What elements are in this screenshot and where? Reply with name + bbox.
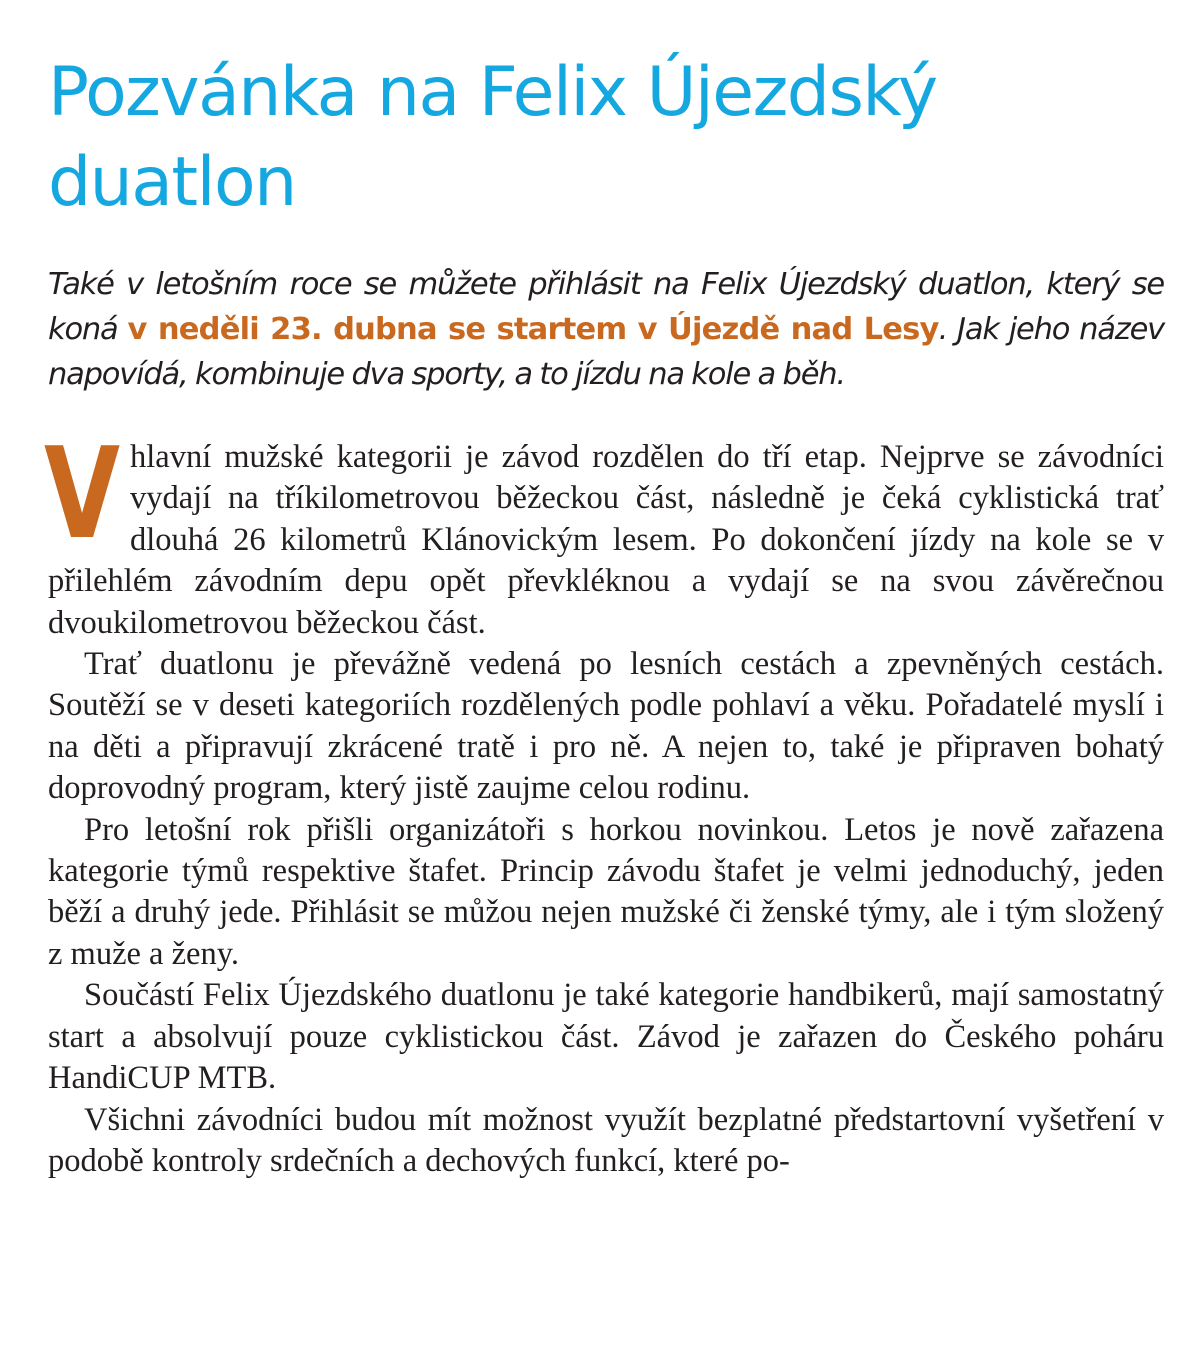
article-title bbox=[48, 48, 1164, 228]
body-paragraph-3: Pro letošní rok přišli organizátoři s horkou novinkou. Letos je nově zařazena kategorie týmů respektive štafet. Princip závodu štafet je velmi jednoduchý, jeden běží a druhý jede. Přihlásit se můžou nejen mužské či ženské týmy, ale i tým složený z muže a ženy. bbox=[48, 811, 1164, 972]
body-paragraph-1-text: hlavní mužské kategorii je závod rozdělen do tří etap. Nejprve se závodníci vydají na tříkilometrovou běžeckou část, následně je čeká cyklistická trať dlouhá 26 kilometrů Klánovickým lesem. Po dokončení jízdy na kole se v přilehlém závodním depu opět převkléknou a vydají se na svou závěrečnou dvoukilometrovou běžeckou část. bbox=[48, 439, 1164, 641]
lead-text-end: . Jak jeho název napovídá, kombinuje dva sporty, a to jízdu na kole a běh. bbox=[48, 312, 1164, 392]
title-line-1: Pozvánka na Felix Újezdský bbox=[48, 53, 937, 132]
body-paragraph-4: Součástí Felix Újezdského duatlonu je také kategorie handbikerů, mají samostatný start a absolvují pouze cyklistickou část. Závod je zařazen do Českého poháru HandiCUP MTB. bbox=[48, 977, 1164, 1097]
lead-highlight-date-place: v neděli 23. dubna se startem v Újezdě nad Lesy bbox=[127, 312, 939, 347]
title-line-2: duatlon bbox=[48, 143, 296, 222]
drop-cap: V bbox=[44, 420, 121, 567]
body-paragraph-5: Všichni závodníci budou mít možnost využít bezplatné předstartovní vyšetření v podobě kontroly srdečních a dechových funkcí, které po- bbox=[48, 1101, 1164, 1179]
lead-paragraph bbox=[48, 262, 1164, 397]
body-paragraph-2: Trať duatlonu je převážně vedená po lesních cestách a zpevněných cestách. Soutěží se v deseti kategoriích rozdělených podle pohlaví a věku. Pořadatelé myslí i na děti a připravují zkrácené tratě i pro ně. A nejen to, také je připraven bohatý doprovodný program, který jistě zaujme celou rodinu. bbox=[48, 646, 1164, 807]
article-body bbox=[44, 420, 1164, 1182]
body-paragraph-1 bbox=[44, 420, 1164, 644]
lead-text-start: Také v letošním roce se můžete přihlásit na Felix Újezdský duatlon, který se koná bbox=[48, 267, 1164, 347]
article bbox=[44, 48, 1164, 1182]
